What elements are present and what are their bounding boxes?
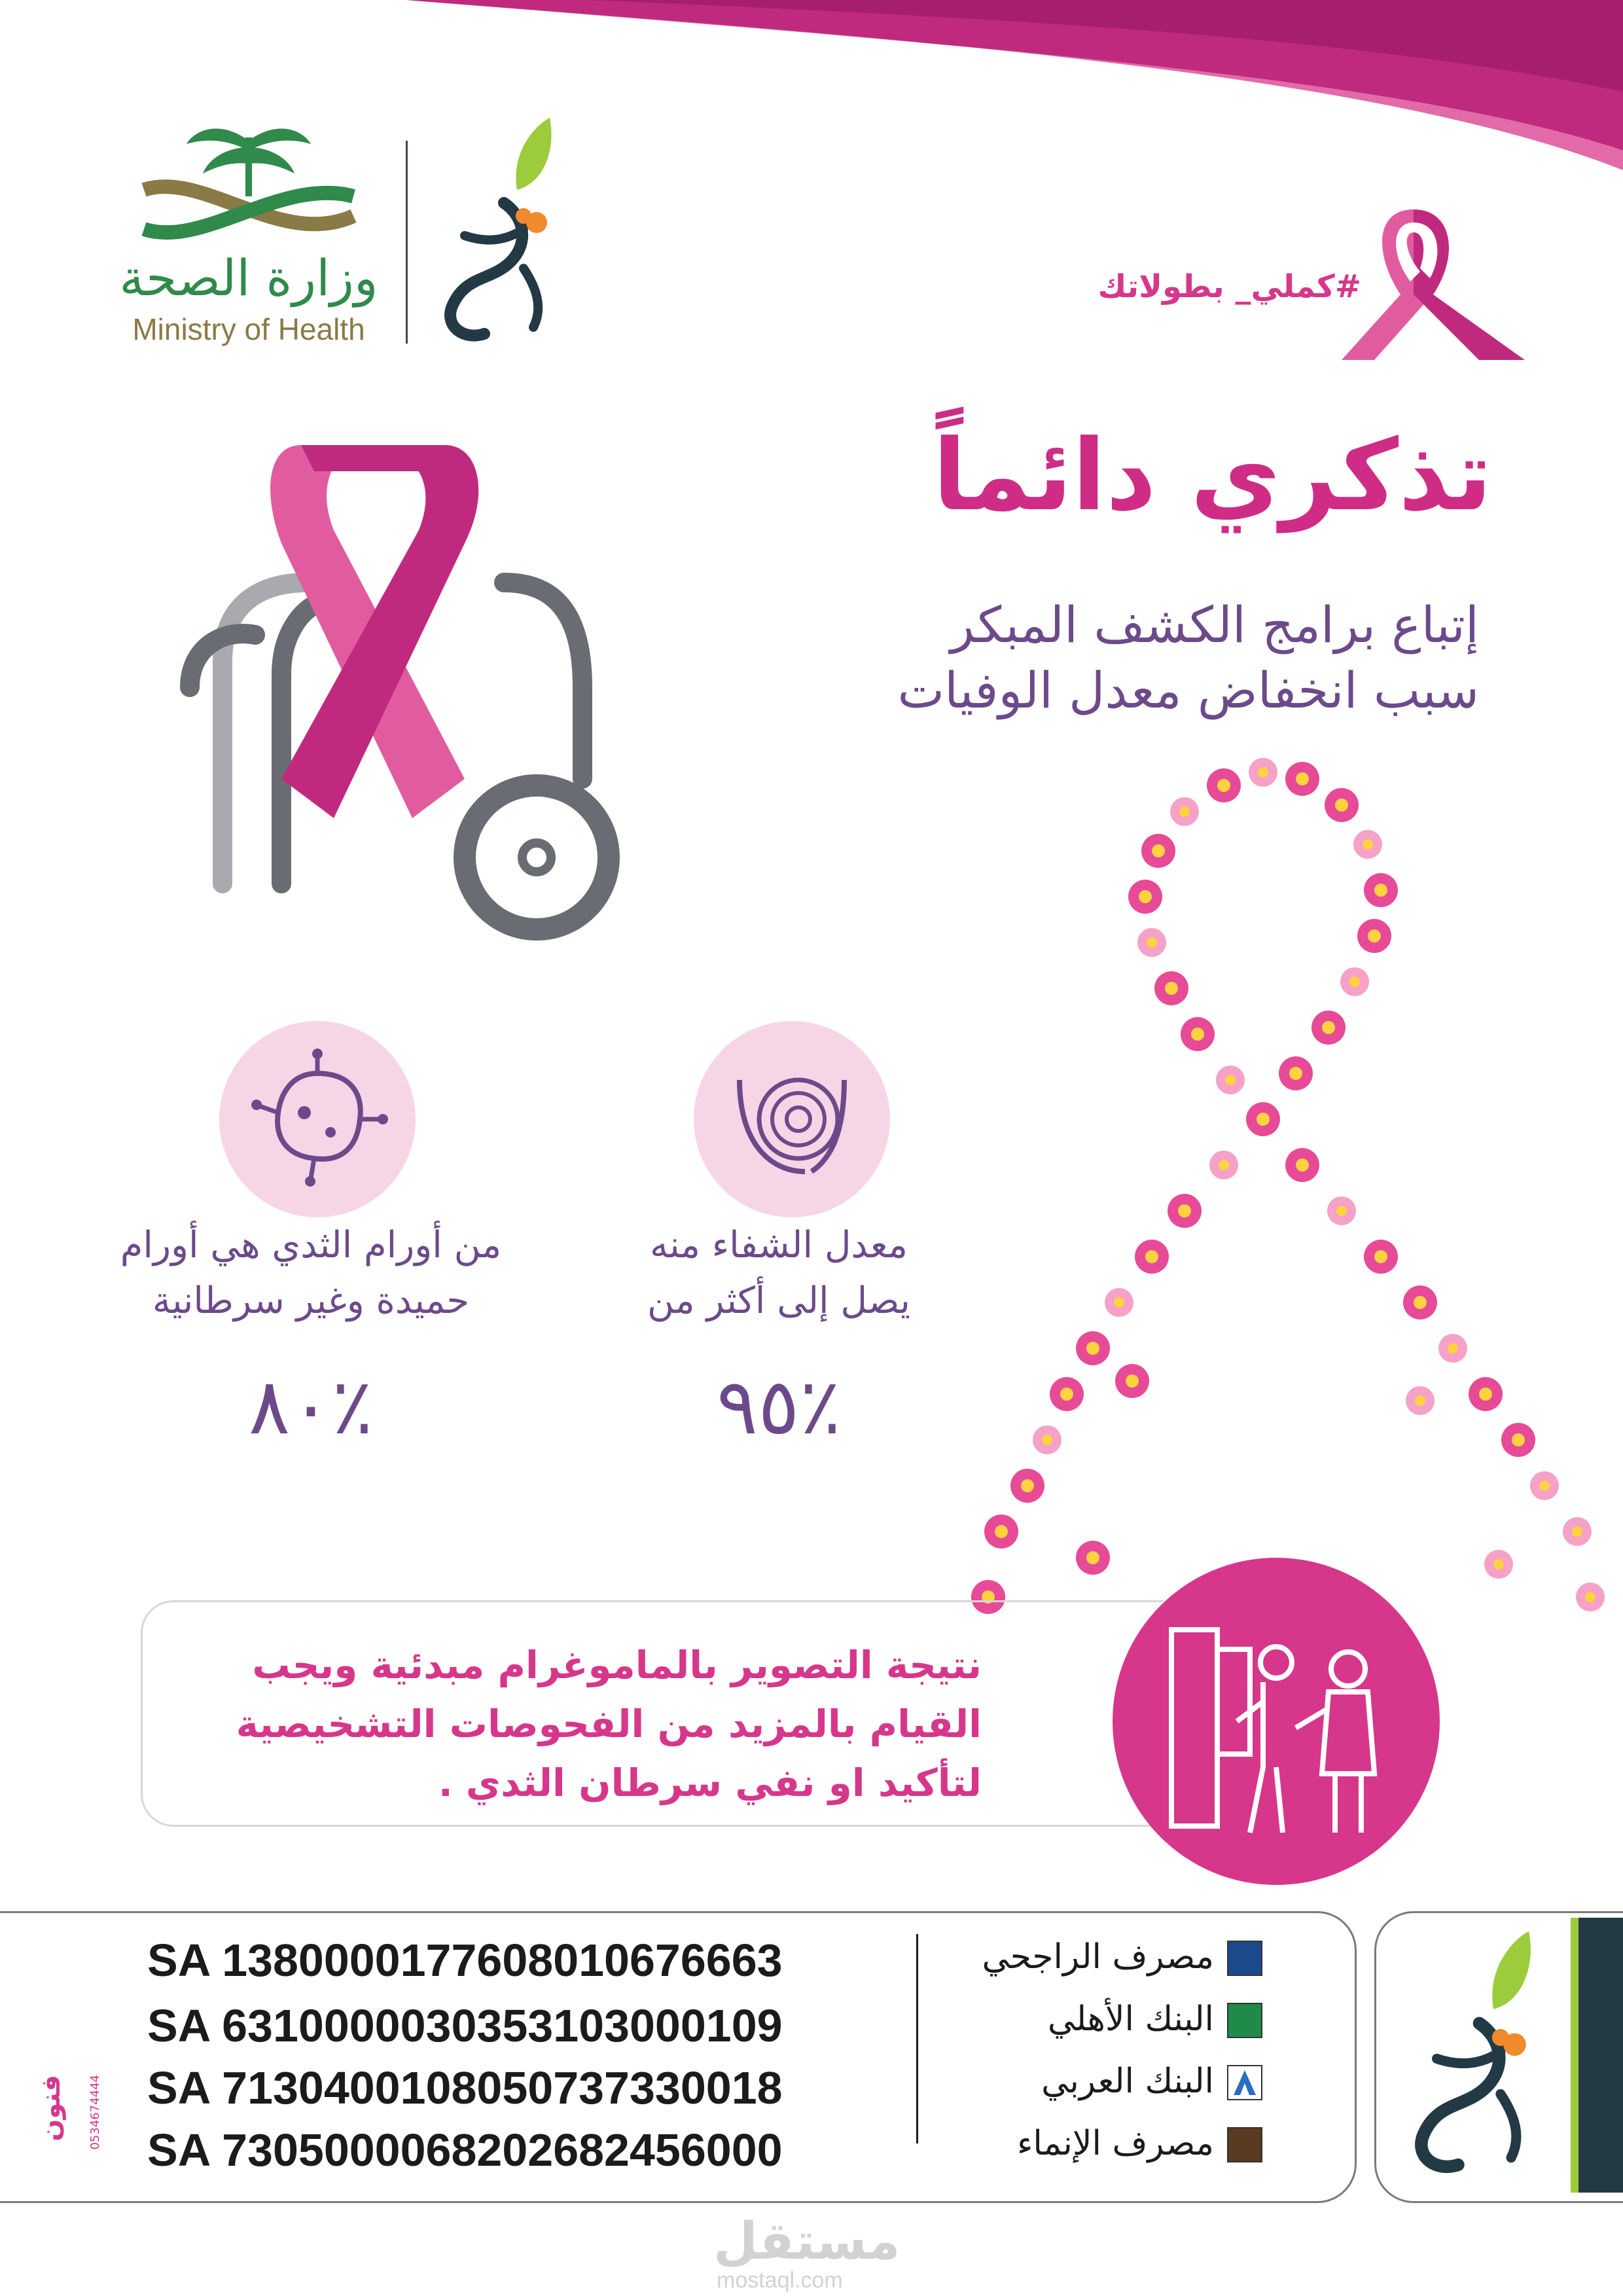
breast-scan-icon xyxy=(694,1021,890,1217)
headline-title: تذكري دائماً xyxy=(933,419,1492,533)
green-accent-bar xyxy=(1571,1918,1623,2193)
cure-rate-text-1: معدل الشفاء منه xyxy=(650,1224,908,1266)
iban-arab-bank: SA 7130400108050737330018 xyxy=(147,2062,783,2113)
benign-text-2: حميدة وغير سرطانية xyxy=(152,1280,470,1322)
virus-cell-icon xyxy=(219,1021,416,1217)
bank-divider xyxy=(916,1934,918,2144)
ministry-name-arabic: وزارة الصحة xyxy=(119,249,378,307)
stethoscope-ribbon-icon xyxy=(111,412,648,949)
bank-name-alahli: البنك الأهلي xyxy=(1047,2000,1214,2039)
bank-name-arab-bank: البنك العربي xyxy=(1041,2062,1214,2101)
alinma-logo-icon xyxy=(1227,2127,1262,2162)
iban-alinma: SA 7305000068202682456000 xyxy=(147,2125,783,2176)
ministry-name-english: Ministry of Health xyxy=(132,312,365,346)
headline-line-1: إتباع برامج الكشف المبكر xyxy=(950,596,1479,654)
note-line-1: نتيجة التصوير بالماموغرام مبدئية ويجب xyxy=(252,1643,982,1687)
charity-leaf-logo-footer xyxy=(1387,1924,1564,2186)
note-line-3: لتأكيد او نفي سرطان الثدي . xyxy=(438,1761,982,1805)
note-line-2: القيام بالمزيد من الفحوصات التشخيصية xyxy=(236,1702,982,1746)
iban-alrajhi: SA 1380000177608010676663 xyxy=(147,1935,783,1986)
bank-name-alrajhi: مصرف الراجحي xyxy=(982,1937,1214,1977)
designer-phone: 0534674444 xyxy=(88,2075,102,2150)
mammogram-circle xyxy=(1113,1558,1440,1885)
bank-name-alinma: مصرف الإنماء xyxy=(1016,2124,1214,2163)
arab-bank-logo-icon xyxy=(1227,2065,1262,2100)
designer-credit: فنون xyxy=(36,2075,66,2142)
charity-leaf-logo xyxy=(425,111,576,353)
headline-line-2: سبب انخفاض معدل الوفيات xyxy=(897,661,1479,719)
mammogram-machine-icon xyxy=(1113,1558,1440,1885)
watermark-arabic: مستقل xyxy=(713,2212,901,2271)
alrajhi-logo-icon xyxy=(1227,1941,1262,1976)
benign-text-1: من أورام الثدي هي أورام xyxy=(120,1224,502,1266)
logo-divider xyxy=(406,141,408,344)
cure-rate-text-2: يصل إلى أكثر من xyxy=(647,1280,910,1322)
cure-rate-value: ٪٩٥ xyxy=(716,1361,842,1452)
hashtag: #كملي_ بطولاتك xyxy=(1097,268,1361,305)
alahli-logo-icon xyxy=(1227,2003,1262,2038)
pink-ribbon-icon xyxy=(1315,196,1531,373)
virus-cell-circle xyxy=(219,1021,416,1217)
watermark-english: mostaql.com xyxy=(717,2268,843,2293)
benign-value: ٪٨٠ xyxy=(248,1361,374,1452)
iban-alahli: SA 6310000030353103000109 xyxy=(147,2000,783,2051)
flower-ribbon-icon xyxy=(962,746,1616,1623)
breast-scan-circle xyxy=(694,1021,890,1217)
